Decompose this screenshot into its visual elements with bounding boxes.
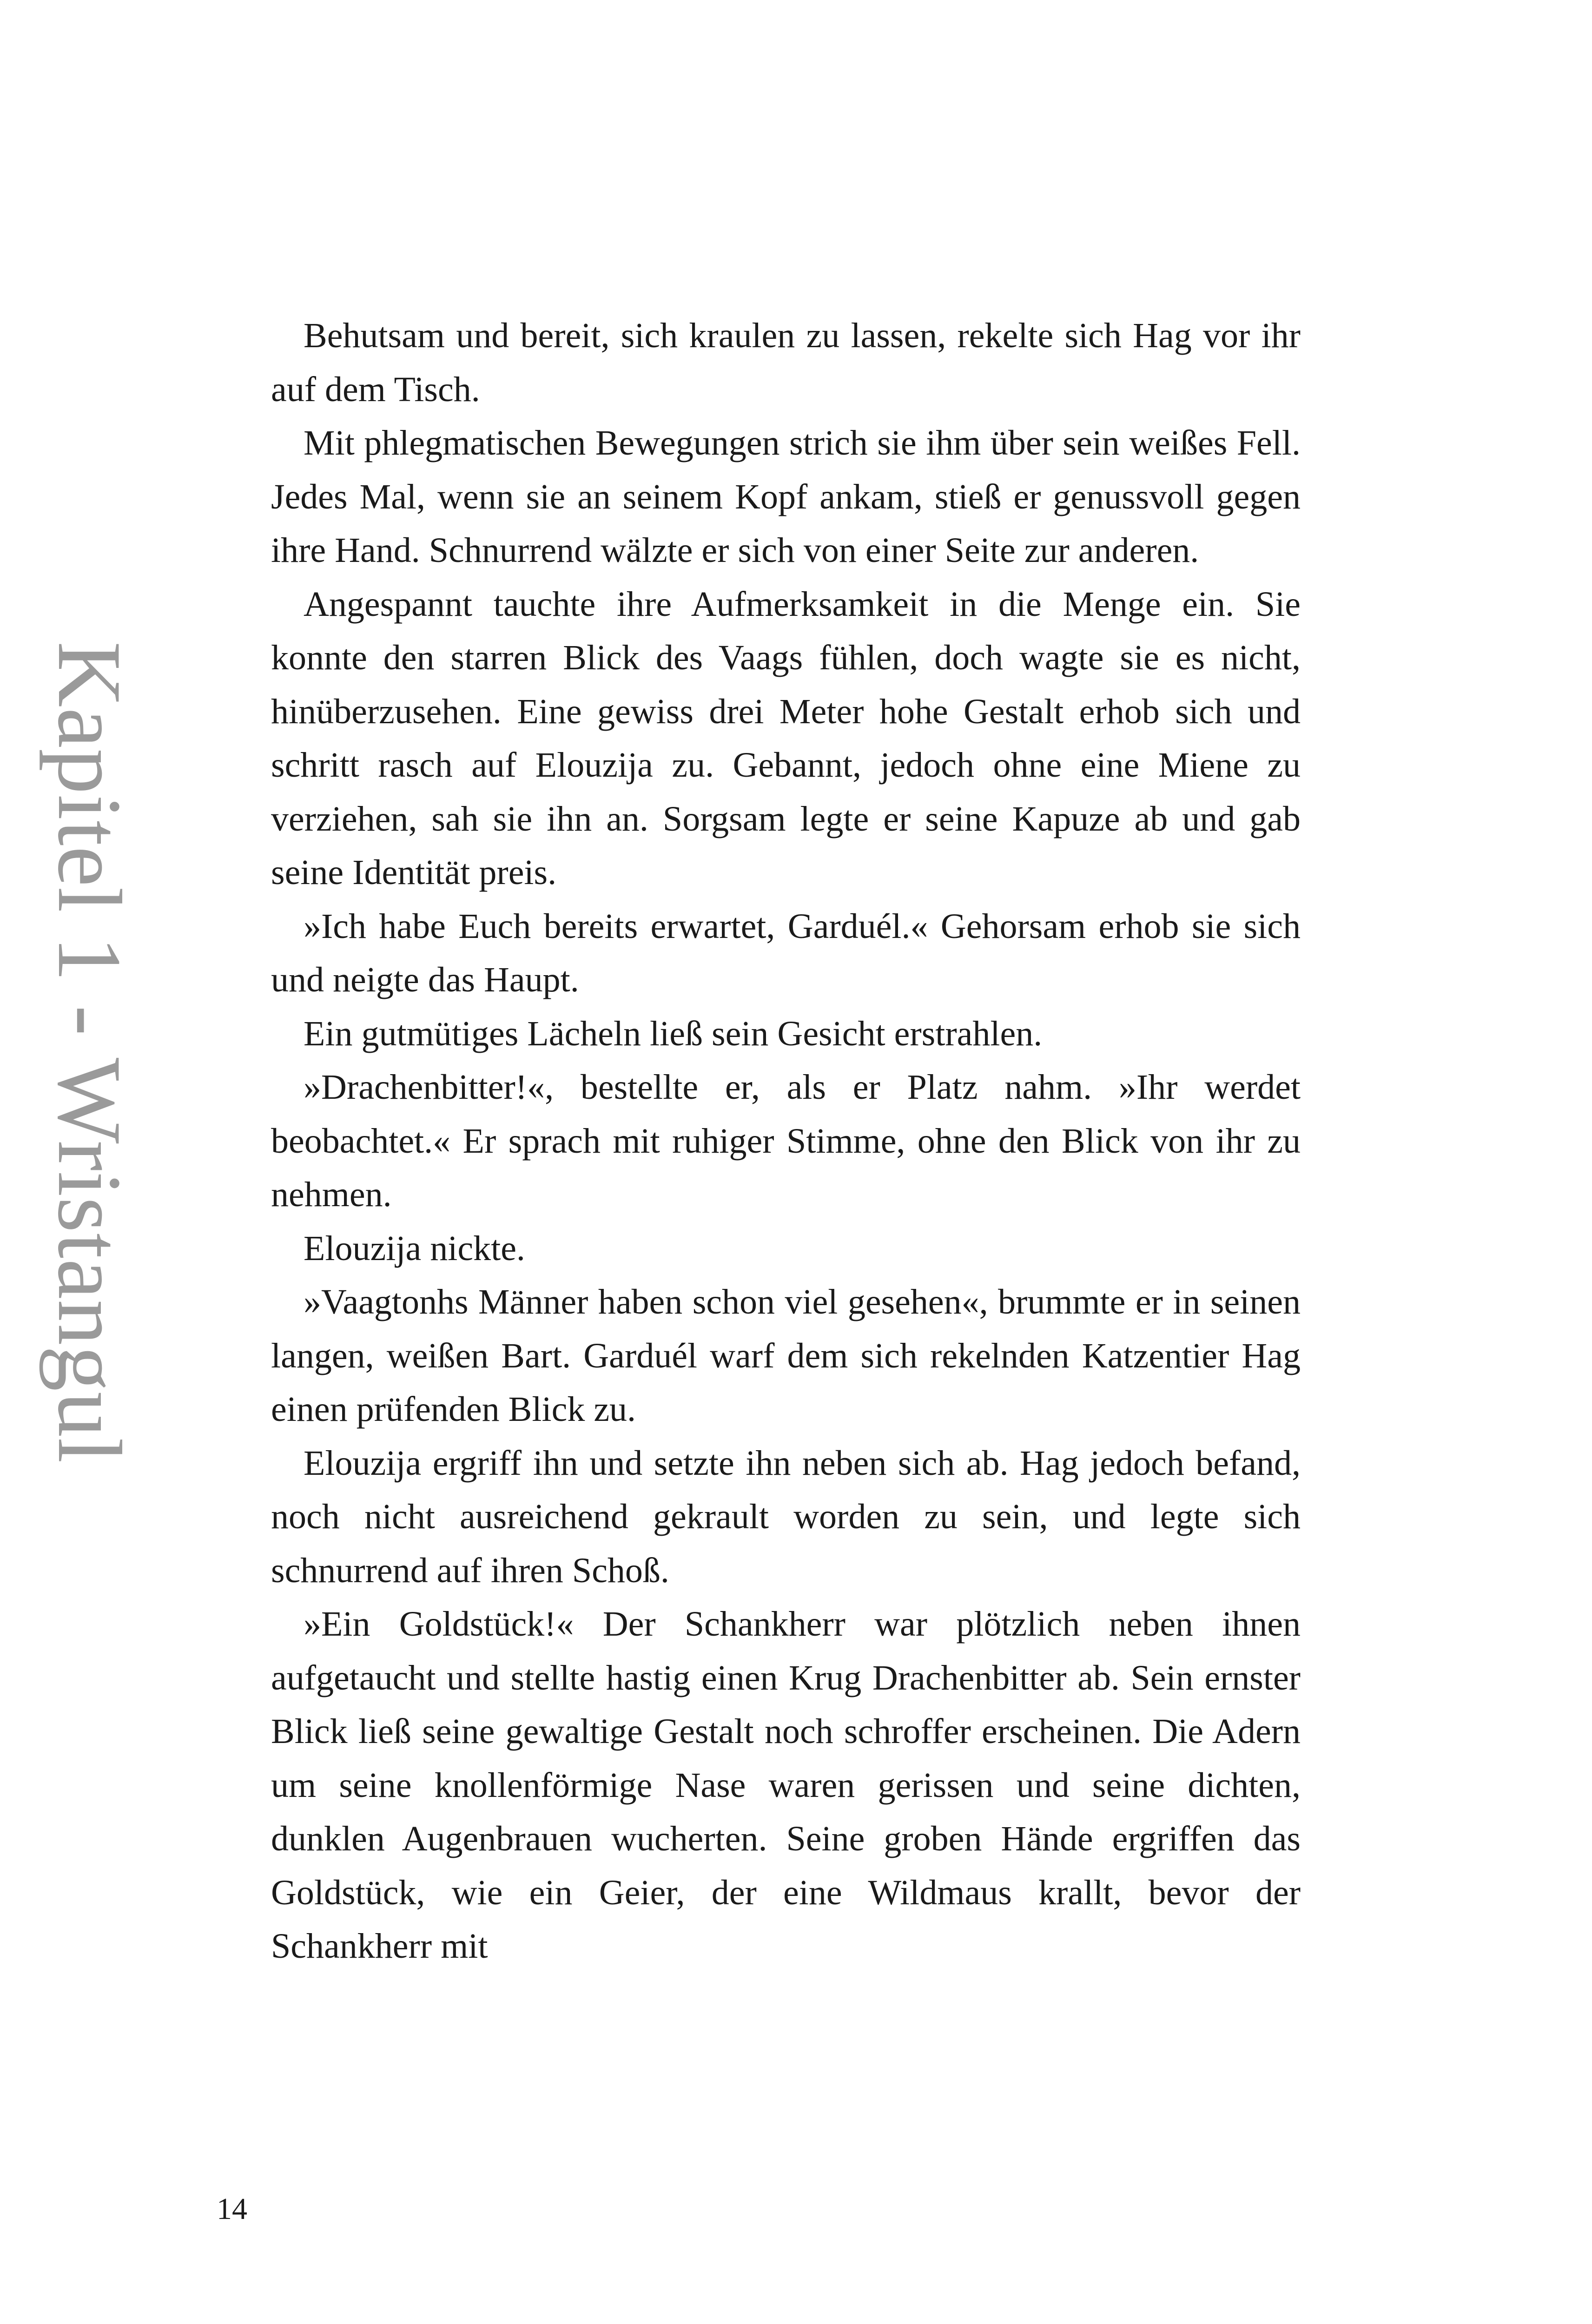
body-text (271, 309, 1301, 1974)
page-number: 14 (217, 2192, 247, 2226)
paragraph: Ein gutmütiges Lächeln ließ sein Gesicht erstrahlen. (304, 1014, 1043, 1053)
paragraph: Elouzija nickte. (304, 1228, 525, 1268)
chapter-title: Kapitel 1 - Wristangul (39, 641, 140, 1464)
paragraph: Elouzija ergriff ihn und setzte ihn neben sich ab. Hag jedoch befand, noch nicht ausreichend gekrault worden zu sein, und legte sich schnurrend auf ihren Schoß. (271, 1443, 1301, 1590)
paragraph: »Ein Goldstück!« Der Schankherr war plötzlich neben ihnen aufgetaucht und stellte hastig einen Krug Drachenbitter ab. Sein ernster Blick ließ seine gewaltige Gestalt noch schroffer erscheinen. Die Adern um seine knollenförmige Nase waren gerissen und seine dichten, dunklen Augenbrauen wucherten. Seine groben Hände ergriffen das Goldstück, wie ein Geier, der eine Wildmaus krallt, bevor der Schankherr mit (271, 1604, 1301, 1966)
paragraph: »Ich habe Euch bereits erwartet, Garduél.« Gehorsam erhob sie sich und neigte das Haupt. (271, 906, 1301, 999)
paragraph: »Vaagtonhs Männer haben schon viel gesehen«, brummte er in seinen langen, weißen Bart. Garduél warf dem sich rekelnden Katzentier Hag einen prüfenden Blick zu. (271, 1282, 1301, 1429)
paragraph: Behutsam und bereit, sich kraulen zu lassen, rekelte sich Hag vor ihr auf dem Tisch. (271, 316, 1301, 409)
paragraph: Mit phlegmatischen Bewegungen strich sie ihm über sein weißes Fell. Jedes Mal, wenn sie an seinem Kopf ankam, stieß er genussvoll gegen ihre Hand. Schnurrend wälzte er sich von einer Seite zur anderen. (271, 423, 1301, 570)
paragraph: Angespannt tauchte ihre Aufmerksamkeit in die Menge ein. Sie konnte den starren Blick des Vaags fühlen, doch wagte sie es nicht, hinüberzusehen. Eine gewiss drei Meter hohe Gestalt erhob sich und schritt rasch auf Elouzija zu. Gebannt, jedoch ohne eine Miene zu verziehen, sah sie ihn an. Sorgsam legte er seine Kapuze ab und gab seine Identität preis. (271, 584, 1301, 892)
paragraph: »Drachenbitter!«, bestellte er, als er Platz nahm. »Ihr werdet beobachtet.« Er sprach mit ruhiger Stimme, ohne den Blick von ihr zu nehmen. (271, 1068, 1301, 1214)
